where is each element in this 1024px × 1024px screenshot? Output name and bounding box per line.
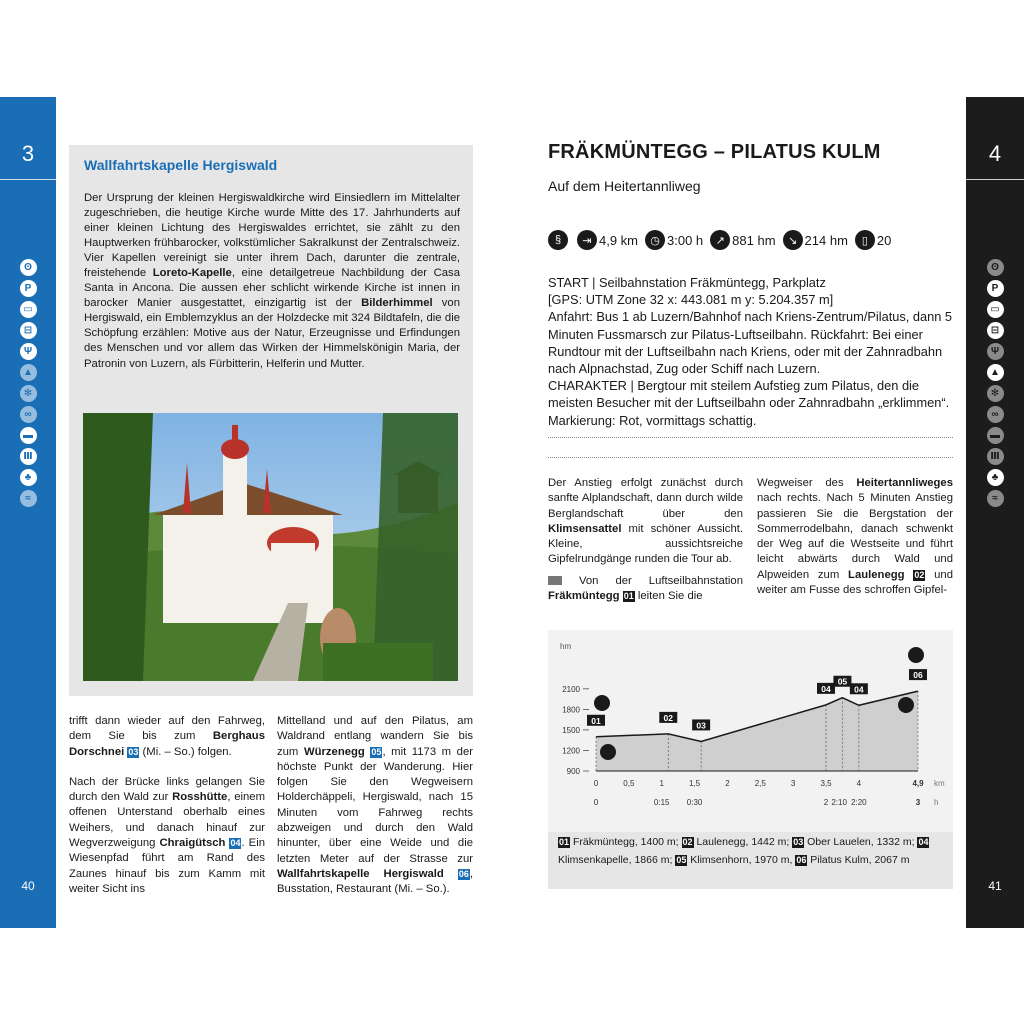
museum-icon: Ⅲ: [987, 448, 1004, 465]
bus-icon: ▭: [20, 301, 37, 318]
tour-start-info: [548, 274, 953, 429]
restaurant-icon: [594, 695, 610, 711]
parking-icon: P: [987, 280, 1004, 297]
page-number: 40: [21, 879, 35, 893]
train-icon: ▬: [20, 427, 37, 444]
waypoint-badge: 04: [918, 837, 929, 847]
chapter-divider: [966, 179, 1024, 180]
chapter-divider: [0, 179, 56, 180]
x-tick-label: 1,5: [689, 779, 701, 788]
x-tick-label: 2: [725, 779, 730, 788]
clock-icon: ◷: [645, 230, 665, 250]
x-axis-unit: km: [934, 779, 945, 788]
elevation-profile: [548, 630, 953, 832]
icon-column: [0, 259, 56, 507]
dotted-divider: [548, 457, 953, 458]
y-tick-label: 900: [566, 767, 580, 776]
waypoint-label: 06: [913, 670, 923, 681]
waypoint-badge: 03: [793, 837, 804, 847]
x-tick-label: 1: [659, 779, 664, 788]
ascent-value: 881 hm: [732, 232, 776, 248]
bear-icon: ʘ: [20, 259, 37, 276]
train-icon: [898, 697, 914, 713]
dotted-divider: [548, 437, 953, 438]
y-axis-label: hm: [560, 642, 572, 651]
bicycle-icon: ∞: [987, 406, 1004, 423]
x-tick-label: 2,5: [754, 779, 766, 788]
waypoint-badge: 05: [371, 746, 382, 757]
distance-value: 4,9 km: [599, 232, 639, 248]
time-tick-label: 3: [915, 798, 921, 807]
travel-info: Anfahrt: Bus 1 ab Luzern/Bahnhof nach Kriens-Zentrum/Pilatus, dann 5 Minuten Fussmarsch zur Pilatus-Luftseilbahn. Rückfahrt: Bei einer Rundtour mit der Luftseilbahn nach Kriens, oder mit der Zahnradbahn nach Alpnachstad, Zug oder Schiff nach Luzern.: [548, 309, 953, 377]
tree-icon: ♣: [987, 469, 1004, 486]
bus-icon: ▭: [987, 301, 1004, 318]
time-tick-label: 0:15: [653, 798, 670, 807]
time-axis-unit: h: [934, 798, 939, 807]
parking-icon: P: [20, 280, 37, 297]
y-tick-label: 1500: [562, 725, 580, 735]
legend-item: 06 Pilatus Kulm,: [796, 853, 875, 866]
swimming-icon: ≈: [987, 490, 1004, 507]
waypoint-badge: 04: [230, 838, 241, 849]
legend-item: 02 Laulenegg, 1442 m;: [682, 836, 793, 848]
x-tick-label: 4: [856, 779, 862, 788]
snowflake-icon: ✻: [20, 385, 37, 402]
waypoint-label: 04: [821, 683, 831, 694]
gps-line: [GPS: UTM Zone 32 x: 443.081 m y: 5.204.357 m]: [548, 292, 834, 308]
time-tick-label: 0: [593, 798, 599, 807]
waypoint-badge: 06: [458, 868, 469, 879]
waypoint-label: 04: [854, 684, 864, 695]
cablecar-icon: [600, 744, 616, 760]
paragraph: Nach der Brücke links gelangen Sie durch den Wald zur Rosshütte, einem offenen Unterstand oberhalb eines Weihers, und danach hinauf zur Wegverzweigung Chraigütsch 04. Ein Wiesenpfad führt am Rand des Zaunes hinauf bis zum Kamm mit weiter Sicht ins: [69, 775, 266, 895]
legend-item: 03 Ober Lauelen, 1332 m;: [793, 836, 918, 848]
waypoint-label: 05: [837, 676, 848, 687]
legend-item: 01 Fräkmüntegg, 1400 m;: [559, 836, 682, 848]
waypoint-label: 03: [696, 720, 706, 731]
descent-value: 214 hm: [804, 232, 848, 248]
tour-subtitle: Auf dem Heitertannliweg: [548, 178, 701, 194]
chapter-number: 3: [21, 141, 35, 166]
cablecar-icon: ⊟: [20, 322, 37, 339]
paragraph: Von der Luftseilbahnstation Fräkmüntegg 01 leiten Sie die: [548, 574, 743, 603]
character-info: CHARAKTER | Bergtour mit steilem Aufstieg zum Pilatus, den die meisten Besucher mit der Luftseilbahn oder Zahnradbahn „erklimmen“. Markierung: Rot, vormittags schattig.: [548, 378, 950, 428]
page-number: 41: [988, 879, 1002, 893]
info-box: [69, 145, 473, 696]
paragraph: trifft dann wieder auf den Fahrweg, dem Sie bis zum Berghaus Dorschnei 03 (Mi. – So.) folgen.: [69, 715, 265, 758]
chapter-sidebar-left: [0, 97, 56, 928]
chapel-photo-illustration: [83, 413, 458, 681]
left-text-column-1: [69, 714, 265, 912]
descent-icon: ↘: [783, 230, 803, 250]
waypoint-badge: 03: [128, 746, 139, 757]
legend-item: 2067 m: [874, 853, 910, 866]
time-value: 3:00 h: [667, 232, 704, 248]
legend-item: 05 Klimsenhorn, 1970 m,: [676, 853, 796, 866]
x-tick-label: 3: [790, 779, 796, 788]
restaurant-icon: Ψ: [987, 343, 1004, 360]
arrow-marker-icon: [548, 576, 562, 585]
time-tick-label: 2:20: [851, 798, 867, 807]
bicycle-icon: ∞: [20, 406, 37, 423]
waypoint-badge: 06: [796, 854, 807, 865]
train-icon: ▬: [987, 427, 1004, 444]
chapter-sidebar-right: [966, 97, 1024, 928]
map-icon: ▯: [855, 230, 875, 250]
y-tick-label: 1800: [562, 705, 580, 715]
waypoint-badge: 01: [623, 591, 634, 602]
x-tick-label: 0,5: [623, 779, 635, 788]
time-tick-label: 0:30: [686, 798, 703, 807]
x-tick-label: 3,5: [820, 779, 832, 788]
restaurant-icon: Ψ: [20, 343, 37, 360]
y-tick-label: 2100: [562, 684, 580, 694]
waypoint-legend: [548, 832, 953, 889]
restaurant-icon: [908, 647, 924, 663]
box-title: Wallfahrtskapelle Hergiswald: [84, 157, 278, 173]
elevation-chart-svg: [548, 630, 953, 832]
bear-icon: ʘ: [987, 259, 1004, 276]
waypoint-badge: 01: [559, 837, 570, 847]
icon-column: [966, 259, 1024, 507]
waypoint-badge: 02: [682, 837, 693, 847]
waypoint-badge: 02: [914, 569, 925, 580]
tree-icon: ♣: [20, 469, 37, 486]
chapter-number: 4: [988, 141, 1002, 166]
paragraph: Wegweiser des Heitertannliweges nach rechts. Nach 5 Minuten Anstieg passieren Sie die Bergstation der Sommerrodelbahn, danach schwenkt der Weg auf die Westseite und führt leicht abwärts durch Wald und Alpweiden zum Laulenegg 02 und weiter am Fusse des schroffen Gipfel-: [757, 477, 953, 597]
paragraph: Mittelland und auf den Pilatus, am Waldrand entlang wandern Sie bis zum Würzenegg 05, mit 1173 m der höchste Punkt der Wanderung. Hier folgen Sie den Wegweisern Holderchäppeli, Hergiswald, nach 15 Minuten vom Fahrweg rechts abzweigen und durch den Wald hinunter, über eine Weide und die letzten Meter auf der Strasse zur Wallfahrtskapelle Hergiswald 06, Busstation, Restaurant (Mi. – So.).: [277, 715, 474, 896]
start-line: START | Seilbahnstation Fräkmüntegg, Parkplatz: [548, 275, 826, 290]
trail-icon: §: [548, 230, 568, 250]
mountain-icon: ▲: [987, 364, 1004, 381]
cablecar-icon: ⊟: [987, 322, 1004, 339]
right-text-column-1: [548, 476, 743, 610]
swimming-icon: ≈: [20, 490, 37, 507]
distance-icon: ⇥: [577, 230, 597, 250]
time-tick-label: 2:10: [831, 798, 847, 807]
left-text-column-2: [277, 714, 473, 913]
map-number: 20: [876, 232, 892, 248]
mountain-icon: ▲: [20, 364, 37, 381]
waypoint-label: 01: [591, 715, 601, 726]
chapel-photo: [83, 413, 458, 681]
x-tick-label: 4,9: [912, 779, 924, 788]
y-tick-label: 1200: [562, 746, 580, 756]
box-text: Der Ursprung der kleinen Hergiswaldkirche wird Einsiedlern im Mittelalter zugeschrieben, die heutige Kirche wurde Mitte des 17. Jahrhunderts auf einer kleinen Lichtung des Hergiswaldes errichtet, sie zählt zu den Hauptwerken frühbarocker, volkstümlicher Sakralkunst der Zentralschweiz. Vier Kapellen vereinigt sie unter ihrem Dach, darunter die zentrale, freistehende Loreto-Kapelle, eine detailgetreue Nachbildung der Casa Santa in Ancona. Die aussen eher schlicht wirkende Kirche ist innen in barocker Manier ausgestattet, einzigartig ist der Bilderhimmel von Hergiswald, ein Emblemzyklus an der Holzdecke mit 324 Bildtafeln, die die Schöpfung erzählen: Motive aus der Natur, Erzeugnisse und Erfindungen des Menschen und vor allem das Wirken der Himmelskönigin Maria, der Patronin von Luzern, als Fürbitterin, Helferin und Mutter.: [84, 192, 461, 370]
x-tick-label: 0: [593, 779, 599, 788]
time-tick-label: 2: [823, 798, 829, 807]
legend-item: 04 Klimsenkapelle, 1866 m;: [558, 837, 929, 866]
snowflake-icon: ✻: [987, 385, 1004, 402]
paragraph: Der Anstieg erfolgt zunächst durch sanfte Alplandschaft, dann durch wilde Berglandschaft über den Klimsensattel mit schöner Aussicht. Kleine, aussichtsreiche Gipfelrundgänge runden die Tour ab.: [548, 477, 743, 566]
right-text-column-2: [757, 476, 953, 604]
tour-stats: [548, 230, 898, 250]
waypoint-label: 02: [663, 712, 674, 723]
waypoint-badge: 05: [676, 854, 687, 865]
ascent-icon: ↗: [710, 230, 730, 250]
museum-icon: Ⅲ: [20, 448, 37, 465]
tour-title: FRÄKMÜNTEGG – PILATUS KULM: [548, 141, 881, 163]
